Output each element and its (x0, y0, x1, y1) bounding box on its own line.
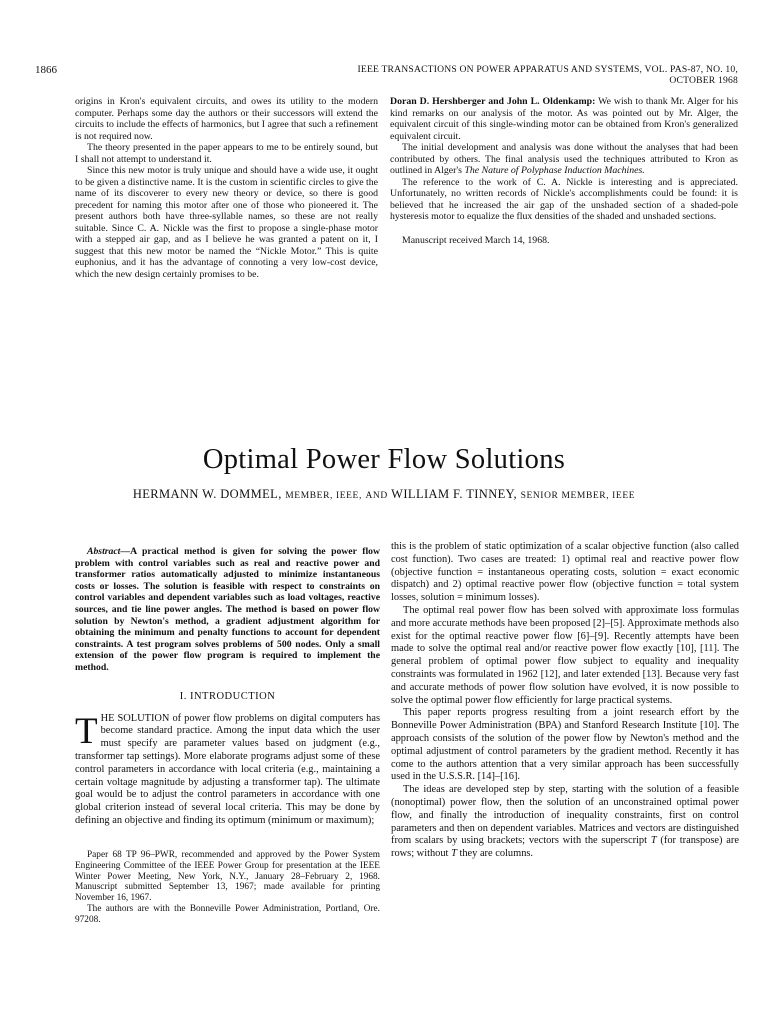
manuscript-received: Manuscript received March 14, 1968. (402, 234, 550, 246)
author-line (0, 487, 768, 502)
body-paragraph: The optimal real power flow has been solved with approximate loss formulas and more accurate methods have been proposed [2]–[5]. Approximate methods also exist for the optimal reactive power flow [6]–[9]. Recently attempts have been made to solve the optimal real and/or reactive power flow exactly [10], [11]. The general problem of optimal power flow subject to equality and inequality constraints was formulated in 1962 [12], and later extended [13]. Because very fast and accurate methods of power flow solution have evolved, it is now possible to solve the optimal power flow efficiently for large practical systems. (391, 604, 739, 706)
discussion-paragraph: Since this new motor is truly unique and should have a wide use, it ought to be given a distinctive name. It is the custom in scientific circles to give the name of its discoverer to every new theory or device, so there is good precedent for naming this motor after one of those who pioneered it. The present authors both have three-syllable names, so these are not really suitable. Since C. A. Nickle was the first to propose a single-phase motor with a stepped air gap, and as I believe he was granted a patent on it, I suggest that this new motor be named the “Nickle Motor.” This is quite euphonius, and it has the advantage of connoting a very low-cost device, which the new design certainly promises to be. (75, 165, 378, 280)
author-name: WILLIAM F. TINNEY, (391, 487, 518, 501)
body-paragraph (391, 784, 739, 861)
discussion-left-column (75, 96, 378, 280)
closure-text: We wish to thank Mr. Alger for his kind remarks on our analysis of the motor. As was pointed out by Mr. Alger, the equivalent circuit of this single-winding motor can be obtained from Kron's generalized equivalent circuit. (390, 96, 739, 142)
closure-paragraph (390, 96, 738, 142)
body-text: they are columns. (459, 848, 534, 860)
paper-left-column (75, 546, 380, 926)
page-number: 1866 (35, 64, 57, 76)
author-membership: SENIOR MEMBER, IEEE (520, 491, 636, 501)
section-heading: I. INTRODUCTION (179, 690, 276, 702)
intro-paragraph (75, 710, 380, 828)
closure-text: The initial development and analysis was done without the analyses that had been contributed by others. The final analysis used the techniques attributed to Kron as outlined in Alger's (390, 142, 738, 176)
abstract-label: Abstract (87, 546, 121, 557)
body-text: (for transpose) are rows; without (391, 835, 739, 860)
intro-text: HE SOLUTION of power flow problems on digital computers has become standard practice. Among the input data which the user must specify are parameter values based on judgment (e.g., transformer tap settings). More elaborate programs adjust some of these control parameters in accordance with local criteria (e.g., maintaining a certain voltage magnitude by adjusting a transformer tap). The ultimate goal would be to adjust the control parameters in accordance with one global criterion instead of several local criteria. This may be done by defining an objective and finding its optimum (minimum or maximum); (75, 712, 380, 826)
author-membership: MEMBER, IEEE, (285, 491, 362, 501)
footnote-affiliation: The authors are with the Bonneville Power Administration, Portland, Ore. 97208. (75, 904, 380, 926)
superscript-t: T (650, 835, 657, 847)
drop-cap: T (75, 710, 98, 752)
introduction-text (75, 710, 380, 828)
closure-paragraph (390, 142, 738, 177)
footnote-submission: Paper 68 TP 96–PWR, recommended and approved by the Power System Engineering Committee of the IEEE Power Group for presentation at the IEEE Winter Power Meeting, New York, N.Y., January 28–February 2, 1968. Manuscript submitted September 13, 1967; made available for printing November 16, 1967. (75, 849, 380, 904)
paper-title: Optimal Power Flow Solutions (202, 444, 566, 475)
discussion-right-column (390, 96, 738, 246)
closure-paragraph: The reference to the work of C. A. Nickle is interesting and is appreciated. Unfortunately, no written records of Nickle's accomplishments could be found: it is believed that he increased the air gap of the unshaded section of a shaded-pole hysteresis motor to equalize the flux densities of the shaded and unshaded sections. (390, 176, 738, 222)
body-text: The ideas are developed step by step, starting with the solution of a feasible (nonoptimal) power flow, then the solution of an unconstrained optimal power flow, and finally the introduction of inequality constraints, first on control parameters and then on dependent variables. Matrices and vectors are distinguished from scalars by using brackets; vectors with the superscript (391, 784, 739, 847)
superscript-t: T (451, 848, 457, 860)
abstract (75, 546, 380, 674)
book-title: The Nature of Polyphase Induction Machines. (464, 165, 645, 176)
body-paragraph: this is the problem of static optimization of a scalar objective function (also called cost function). Two cases are treated: 1) optimal real and reactive power flow (objective function = instantaneous operating costs, solution = exact economic dispatch) and 2) optimal reactive power flow (objective function = total system losses, solution = minimum losses). (391, 541, 739, 604)
discussion-paragraph: The theory presented in the paper appears to me to be entirely sound, but I shall not attempt to understand it. (75, 142, 378, 165)
author-conjunction: AND (365, 491, 388, 501)
body-paragraph: This paper reports progress resulting from a joint research effort by the Bonneville Power Administration (BPA) and Stanford Research Institute [10]. The approach consists of the solution of the power flow by Newton's method and the optimal adjustment of control parameters by the gradient method. Recently it has come to the authors attention that a very similar approach has been successfully used in the U.S.S.R. [14]–[16]. (391, 707, 739, 783)
discussion-paragraph: origins in Kron's equivalent circuits, and owes its utility to the modern computer. Perhaps some day the authors or their successors will extend the circuits to include the effects of harmonics, but I agree that such a refinement is not required now. (75, 96, 378, 142)
author-name: HERMANN W. DOMMEL, (132, 487, 282, 501)
closure-authors: Doran D. Hershberger and John L. Oldenkamp: (390, 96, 596, 107)
journal-header: IEEE TRANSACTIONS ON POWER APPARATUS AND SYSTEMS, VOL. PAS-87, NO. 10, OCTOBER 1968 (357, 64, 738, 86)
footnote (75, 850, 380, 926)
abstract-text: —A practical method is given for solving the power flow problem with control variables such as real and reactive power and transformer ratios automatically adjusted to minimize instantaneous costs or losses. The solution is feasible with respect to constraints on control variables and dependent variables such as load voltages, reactive sources, and tie line power angles. The method is based on power flow solution by Newton's method, a gradient adjustment algorithm for obtaining the minimum and penalty functions to account for dependent constraints. A test program solves problems of 500 nodes. Only a small extension of the power flow program is required to implement the method. (75, 546, 380, 673)
paper-right-column (391, 541, 739, 861)
